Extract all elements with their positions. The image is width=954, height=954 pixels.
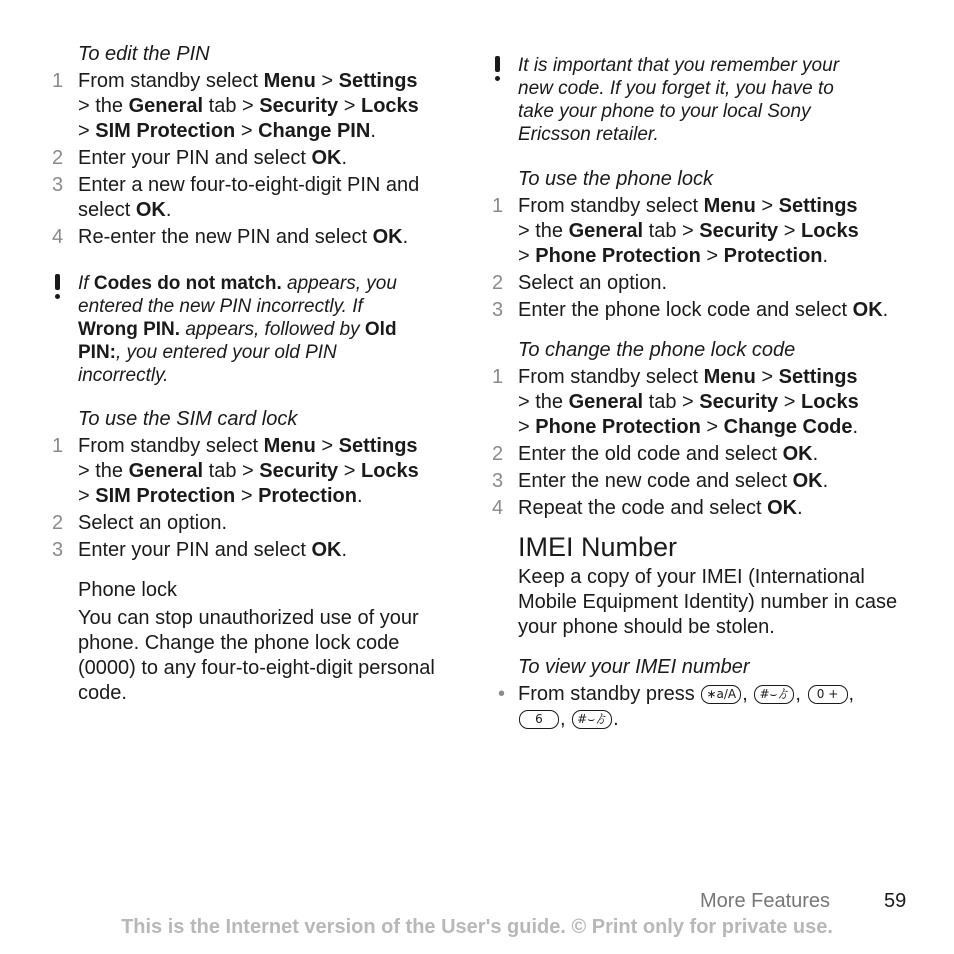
text: . [852,416,859,438]
menu-term: Settings [778,366,858,388]
menu-term: General [128,95,204,117]
imei-body: Keep a copy of your IMEI (International Mobile Equipment Identity) number in case your phone should be stolen. [518,566,898,638]
step-number: 3 [492,470,504,492]
text: > [315,435,339,457]
right-column [492,54,912,732]
text: From standby select [78,70,264,92]
change-lock-code-title: To change the phone lock code [518,339,796,361]
separator: , [742,683,754,705]
text: . [370,120,376,142]
text: . [812,443,819,465]
text: > [700,245,724,267]
text: From standby select [518,366,704,388]
text: > the [518,391,569,413]
footer-section-label: More Features [700,890,831,912]
internet-version-disclaimer: This is the Internet version of the User's guide. © Print only for private use. [121,916,833,938]
menu-term: SIM Protection [95,485,236,507]
menu-term: Security [699,220,779,242]
menu-term: General [128,460,204,482]
text: > [78,120,96,142]
warning-icon [52,274,62,300]
phone-lock-heading: Phone lock [78,579,177,601]
text: tab > [203,460,260,482]
phone-lock-body: You can stop unauthorized use of your phone. Change the phone lock code (0000) to any four-to-eight-digit personal code. [78,607,435,704]
menu-term: OK [852,299,883,321]
step [52,434,462,509]
text: > [235,485,259,507]
menu-term: Locks [360,460,419,482]
text: . [165,199,172,221]
message-term: Wrong PIN. [78,319,181,340]
step-number: 2 [492,443,504,465]
text: Enter the old code and select [518,443,783,465]
menu-term: Security [699,391,779,413]
text: From standby press [518,683,701,705]
separator: , [560,708,572,730]
step [492,442,912,467]
step-number: 1 [492,366,504,388]
step [492,298,912,323]
step-number: 3 [492,299,504,321]
text: > [235,120,259,142]
left-column [52,42,462,706]
step-number: 1 [52,70,64,92]
menu-term: Settings [338,70,418,92]
step [492,194,912,269]
text: Enter a new four-to-eight-digit PIN and select [78,174,420,221]
view-imei-title: To view your IMEI number [518,656,750,678]
text: . [356,485,363,507]
step [52,69,462,144]
menu-term: SIM Protection [95,120,236,142]
menu-term: Settings [338,435,418,457]
text: tab > [643,220,700,242]
menu-term: Protection [258,485,357,507]
text: > [778,391,801,413]
note-text: It is important that you remember your new code. If you forget it, you have to take your phone to your local Sony Ericsson retailer. [518,55,840,145]
text: Enter the phone lock code and select [518,299,853,321]
six-key-icon: 6 [519,710,559,729]
text: > the [78,460,129,482]
text: If [78,273,94,294]
step [492,271,912,296]
warning-icon [492,56,502,82]
text: > [78,485,96,507]
text: > [338,460,361,482]
step [492,469,912,494]
menu-term: Change PIN [258,120,371,142]
text: Enter your PIN and select [78,539,312,561]
step [492,496,912,521]
text: From standby select [518,195,704,217]
step [52,511,462,536]
text: appears, followed by [180,319,365,340]
step-number: 2 [52,512,64,534]
change-lock-code-steps [492,365,912,521]
text: . [341,539,348,561]
edit-pin-title: To edit the PIN [78,43,210,65]
menu-term: Menu [703,366,756,388]
step-number: 1 [492,195,504,217]
edit-pin-steps [52,69,462,250]
menu-term: Menu [703,195,756,217]
text: > [700,416,724,438]
bullet: • [498,683,506,705]
text: > [778,220,801,242]
menu-term: Locks [800,391,859,413]
text: > [755,366,779,388]
step-number: 4 [52,226,64,248]
step-number: 4 [492,497,504,519]
menu-term: Protection [723,245,823,267]
hash-key-icon: #⌣ゟ [754,685,794,704]
text: . [822,470,829,492]
menu-term: Menu [263,435,316,457]
step-number: 2 [492,272,504,294]
step [52,225,462,250]
zero-key-icon: 0 + [808,685,848,704]
menu-term: OK [767,497,798,519]
text: . [341,147,348,169]
sim-lock-steps [52,434,462,563]
text: tab > [203,95,260,117]
step-number: 3 [52,174,64,196]
text: > the [518,220,569,242]
remember-code-note [492,54,873,146]
step-number: 2 [52,147,64,169]
text: > [518,416,536,438]
sim-lock-title: To use the SIM card lock [78,408,298,430]
use-phone-lock-title: To use the phone lock [518,168,713,190]
page-number: 59 [884,890,907,912]
text: > the [78,95,129,117]
text: > [338,95,361,117]
hash-key-icon: #⌣ゟ [572,710,612,729]
menu-term: Locks [800,220,859,242]
text: . [613,708,619,730]
imei-heading: IMEI Number [518,532,678,562]
star-key-icon: ∗a/A [701,685,741,704]
menu-term: OK [372,226,403,248]
menu-term: General [568,391,644,413]
separator: , [848,683,855,705]
menu-term: OK [311,539,342,561]
message-term: Old PIN: [78,319,397,363]
text: . [822,245,829,267]
text: . [882,299,889,321]
text: . [797,497,803,519]
pin-warning-note [52,272,418,387]
menu-term: Phone Protection [535,245,701,267]
menu-term: OK [792,470,823,492]
text: Enter your PIN and select [78,147,312,169]
menu-term: Locks [360,95,419,117]
menu-term: OK [135,199,166,221]
text: , you entered your old PIN incorrectly. [78,342,337,386]
text: Enter the new code and select [518,470,793,492]
menu-term: Security [259,95,339,117]
menu-term: OK [782,443,813,465]
step [52,538,462,563]
text: Repeat the code and select [518,497,768,519]
text: > [315,70,339,92]
menu-term: Phone Protection [535,416,701,438]
menu-term: Menu [263,70,316,92]
use-phone-lock-steps [492,194,912,323]
message-term: Codes do not match. [93,273,282,294]
menu-term: Change Code [723,416,853,438]
text: Select an option. [78,512,227,534]
separator: , [795,683,807,705]
text: From standby select [78,435,264,457]
step [52,173,462,223]
menu-term: General [568,220,644,242]
step-number: 3 [52,539,64,561]
menu-term: OK [311,147,342,169]
text: Re-enter the new PIN and select [78,226,373,248]
text: . [402,226,409,248]
step [492,365,912,440]
menu-term: Settings [778,195,858,217]
text: > [518,245,536,267]
menu-term: Security [259,460,339,482]
step [52,146,462,171]
text: > [755,195,779,217]
text: Select an option. [518,272,667,294]
text: appears, you entered the new PIN incorrectly. If [78,273,397,317]
text: tab > [643,391,700,413]
view-imei-instruction [492,682,912,732]
step-number: 1 [52,435,64,457]
